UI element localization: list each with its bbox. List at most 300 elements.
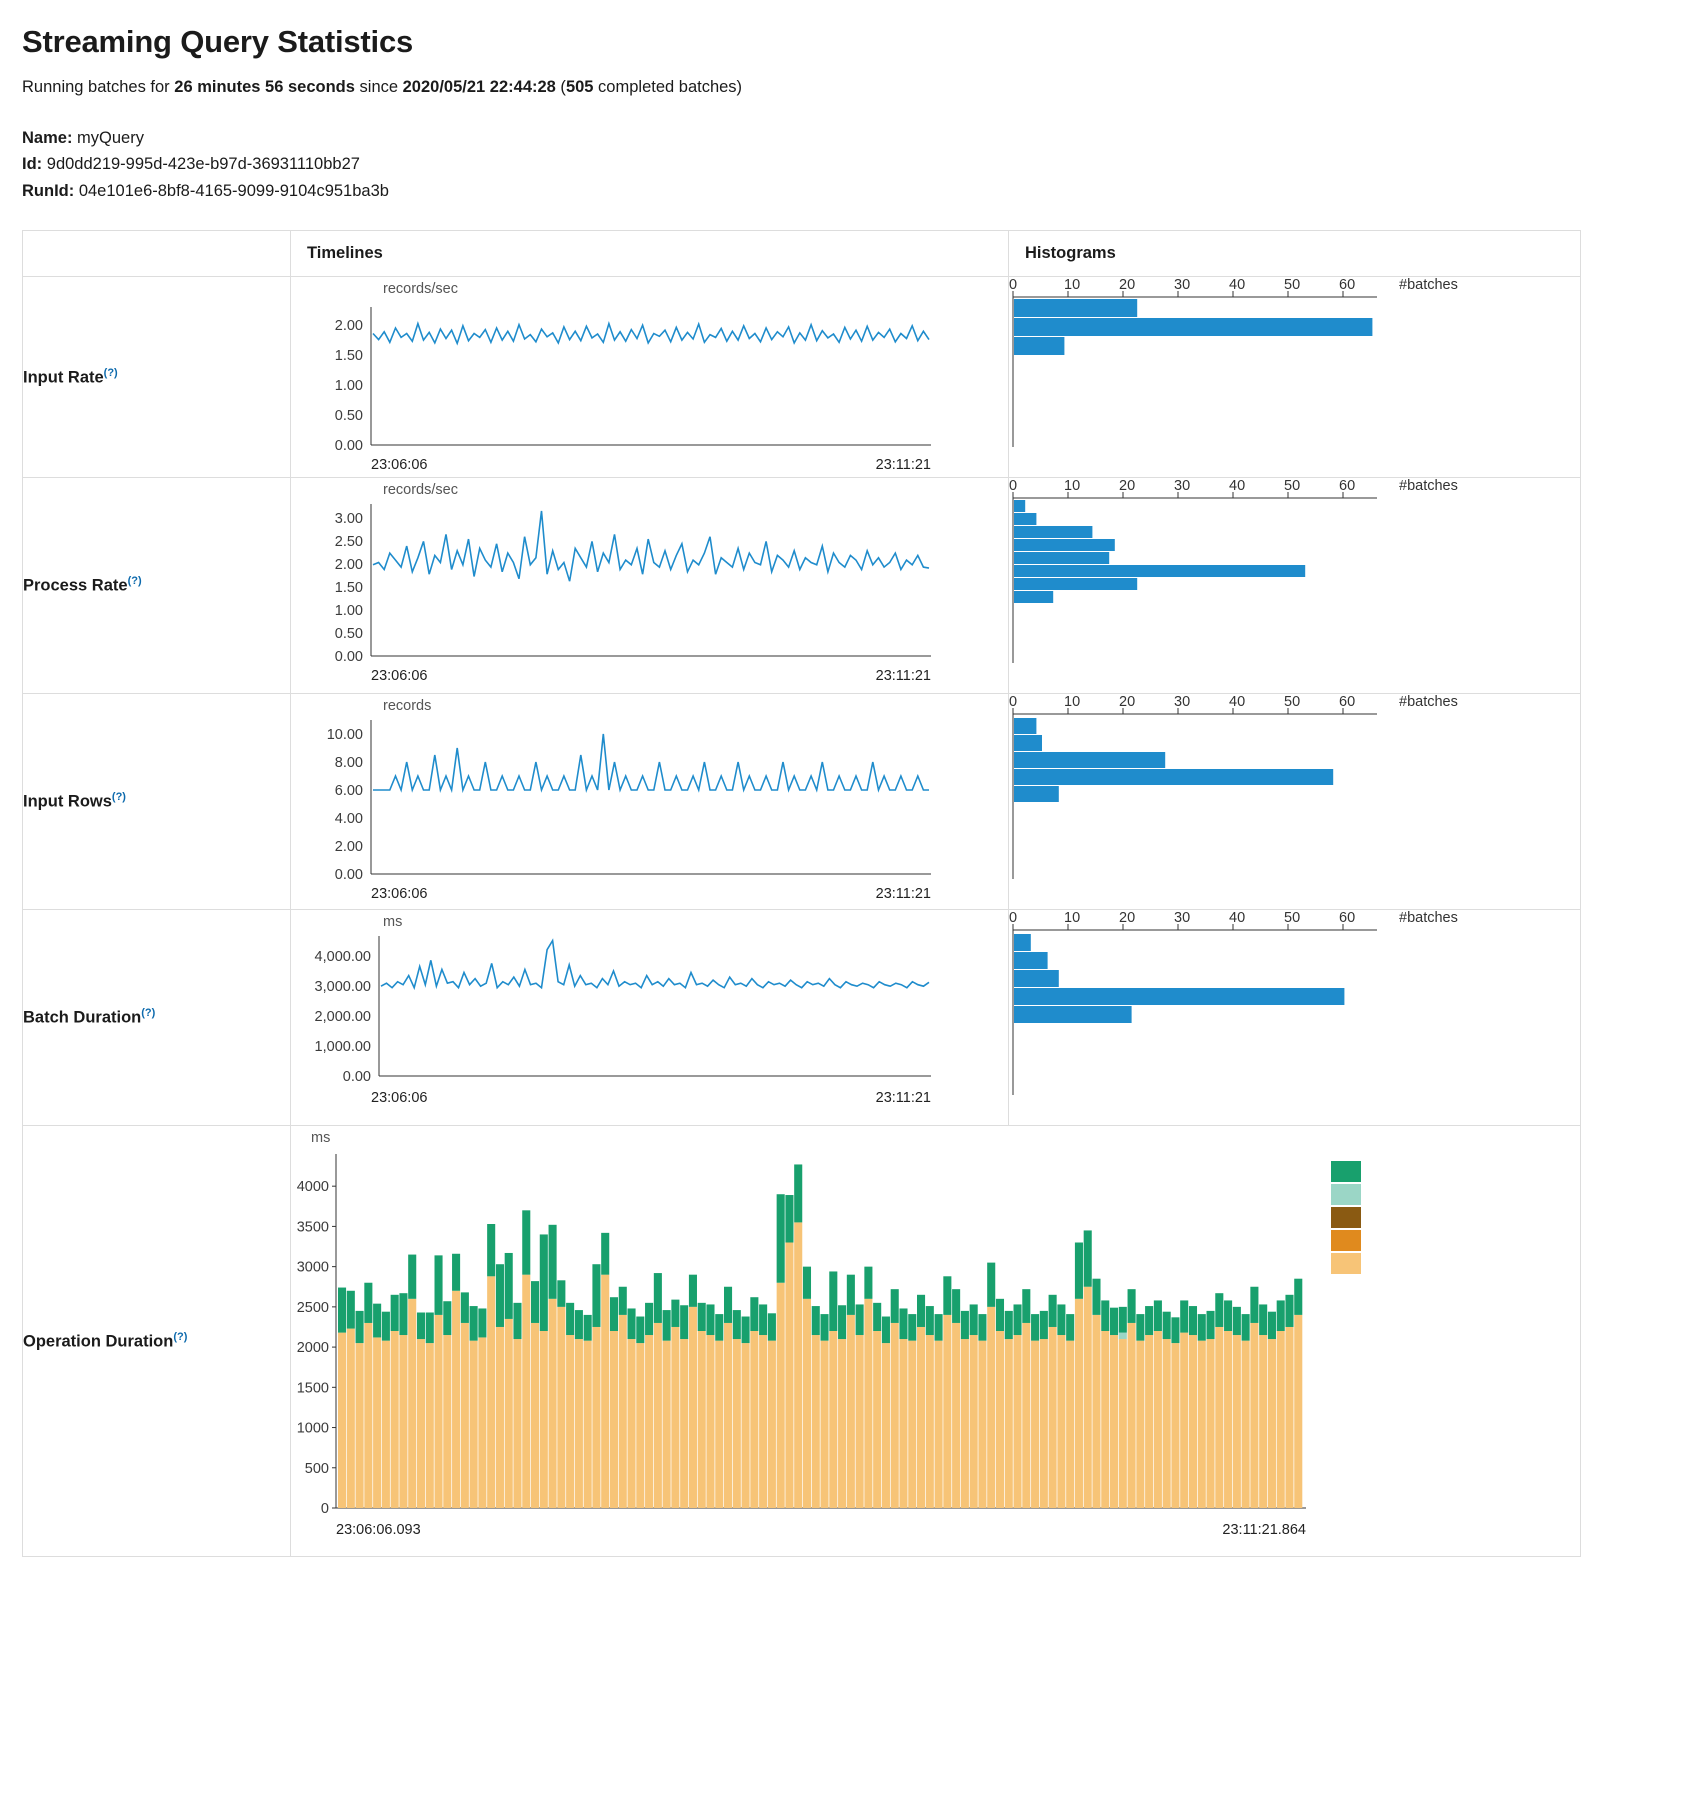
operation-duration-bar-segment bbox=[1259, 1335, 1267, 1508]
histogram-bar bbox=[1014, 952, 1048, 969]
row-label-operation-duration bbox=[23, 1126, 291, 1557]
operation-duration-bar-segment bbox=[777, 1194, 785, 1283]
operation-duration-y-ticks bbox=[297, 1179, 336, 1517]
operation-duration-bar-segment bbox=[785, 1195, 793, 1242]
statistics-table bbox=[22, 230, 1581, 1557]
operation-duration-bar-segment bbox=[435, 1256, 443, 1316]
batch-duration-timeline-chart bbox=[291, 910, 981, 1125]
operation-duration-bar-segment bbox=[557, 1307, 565, 1508]
operation-duration-bar-segment bbox=[987, 1263, 995, 1307]
histogram-bar bbox=[1014, 299, 1137, 317]
operation-duration-bar-segment bbox=[628, 1339, 636, 1508]
operation-duration-bar-segment bbox=[399, 1335, 407, 1508]
help-icon[interactable]: (?) bbox=[111, 791, 126, 804]
ytick: 0.00 bbox=[334, 867, 363, 884]
operation-duration-bar-segment bbox=[899, 1309, 907, 1340]
operation-duration-bar-segment bbox=[1233, 1307, 1241, 1335]
process-rate-timeline-chart bbox=[291, 478, 981, 693]
ytick: 1,000.00 bbox=[314, 1039, 371, 1056]
timeline-cell-input-rate bbox=[291, 277, 1009, 478]
operation-duration-bar-segment bbox=[619, 1315, 627, 1508]
histogram-cell-batch-duration bbox=[1009, 910, 1581, 1126]
operation-duration-bar-segment bbox=[356, 1311, 364, 1343]
operation-duration-bar-segment bbox=[1136, 1314, 1144, 1341]
batch-duration-histogram-chart bbox=[1009, 910, 1549, 1125]
ytick: 4000 bbox=[296, 1179, 329, 1196]
ytick: 10.00 bbox=[326, 727, 363, 744]
input-rows-hist-bars bbox=[1014, 718, 1333, 802]
operation-duration-bar-segment bbox=[443, 1335, 451, 1508]
query-name-label: Name: bbox=[22, 129, 73, 147]
operation-duration-bar-segment bbox=[1049, 1327, 1057, 1508]
ytick: 4.00 bbox=[334, 811, 363, 828]
ytick: 4,000.00 bbox=[314, 949, 371, 966]
operation-duration-bar-segment bbox=[417, 1339, 425, 1508]
operation-duration-bar-segment bbox=[601, 1275, 609, 1508]
operation-duration-bar-segment bbox=[426, 1313, 434, 1344]
operation-duration-bar-segment bbox=[373, 1338, 381, 1509]
xtick: 10 bbox=[1064, 277, 1081, 294]
operation-duration-bar-segment bbox=[812, 1335, 820, 1508]
histogram-bar bbox=[1014, 718, 1036, 734]
operation-duration-bar-segment bbox=[1075, 1299, 1083, 1508]
operation-duration-bar-segment bbox=[899, 1339, 907, 1508]
operation-duration-bar-segment bbox=[1198, 1314, 1206, 1341]
operation-duration-bar-segment bbox=[505, 1253, 513, 1319]
ytick: 2500 bbox=[296, 1300, 329, 1317]
operation-duration-bar-segment bbox=[636, 1317, 644, 1344]
operation-duration-bar-segment bbox=[478, 1309, 486, 1338]
operation-duration-bar-segment bbox=[803, 1299, 811, 1508]
operation-duration-bar-segment bbox=[987, 1307, 995, 1508]
operation-duration-bar-segment bbox=[706, 1335, 714, 1508]
operation-duration-bar-segment bbox=[970, 1335, 978, 1508]
row-label-input-rate bbox=[23, 277, 291, 478]
operation-duration-chart bbox=[291, 1126, 1541, 1556]
operation-duration-bar-segment bbox=[689, 1275, 697, 1307]
operation-duration-bar-segment bbox=[1215, 1327, 1223, 1508]
xtick: 40 bbox=[1229, 694, 1246, 711]
operation-duration-bar-segment bbox=[505, 1319, 513, 1508]
operation-duration-bar-segment bbox=[654, 1323, 662, 1508]
operation-duration-bar-segment bbox=[364, 1323, 372, 1508]
operation-duration-bar-segment bbox=[996, 1331, 1004, 1508]
histogram-cell-process-rate bbox=[1009, 478, 1581, 694]
operation-duration-bar-segment bbox=[540, 1235, 548, 1332]
histogram-cell-input-rows bbox=[1009, 694, 1581, 910]
operation-duration-bar-segment bbox=[856, 1335, 864, 1508]
xtick: 60 bbox=[1339, 910, 1356, 927]
operation-duration-bar-segment bbox=[522, 1275, 530, 1508]
histogram-bar bbox=[1014, 318, 1372, 336]
operation-duration-bar-segment bbox=[522, 1210, 530, 1274]
ytick: 8.00 bbox=[334, 755, 363, 772]
operation-duration-bar-segment bbox=[680, 1339, 688, 1508]
operation-duration-bar-segment bbox=[759, 1305, 767, 1336]
timeline-cell-process-rate bbox=[291, 478, 1009, 694]
xtick-start: 23:06:06 bbox=[371, 668, 428, 685]
operation-duration-bar-segment bbox=[619, 1287, 627, 1315]
input-rows-hist-axis bbox=[1009, 694, 1458, 879]
xtick-end: 23:11:21 bbox=[875, 1090, 931, 1107]
operation-duration-bar-segment bbox=[610, 1297, 618, 1331]
histogram-bar bbox=[1014, 578, 1137, 590]
operation-duration-bar-segment bbox=[566, 1335, 574, 1508]
operation-duration-bar-segment bbox=[1057, 1305, 1065, 1336]
operation-duration-bar-segment bbox=[443, 1301, 451, 1335]
ytick: 2.00 bbox=[334, 839, 363, 856]
header-timelines: Timelines bbox=[291, 231, 1009, 277]
operation-duration-bar-segment bbox=[636, 1343, 644, 1508]
operation-duration-bar-segment bbox=[671, 1300, 679, 1327]
xtick: 10 bbox=[1064, 478, 1081, 495]
operation-duration-bar-segment bbox=[1171, 1317, 1179, 1343]
operation-duration-bar-segment bbox=[873, 1331, 881, 1508]
operation-duration-bar-segment bbox=[399, 1293, 407, 1335]
operation-duration-bar-segment bbox=[601, 1233, 609, 1275]
operation-duration-bar-segment bbox=[1110, 1335, 1118, 1508]
xtick-end: 23:11:21.864 bbox=[1222, 1522, 1306, 1539]
operation-duration-bar-segment bbox=[1154, 1331, 1162, 1508]
operation-duration-bar-segment bbox=[1163, 1312, 1171, 1339]
operation-duration-bar-segment bbox=[478, 1338, 486, 1509]
legend-swatch[interactable] bbox=[1331, 1207, 1361, 1228]
legend-swatch[interactable] bbox=[1331, 1184, 1361, 1205]
operation-duration-bar-segment bbox=[794, 1223, 802, 1509]
operation-duration-bar-segment bbox=[338, 1333, 346, 1508]
operation-duration-bar-segment bbox=[1057, 1335, 1065, 1508]
ytick: 0.00 bbox=[342, 1069, 371, 1086]
xtick: 10 bbox=[1064, 694, 1081, 711]
xtick: 30 bbox=[1174, 478, 1191, 495]
xtick: 30 bbox=[1174, 910, 1191, 927]
ytick: 1.50 bbox=[334, 348, 363, 365]
operation-duration-bar-segment bbox=[1092, 1315, 1100, 1508]
operation-duration-bar-segment bbox=[917, 1327, 925, 1508]
input-rate-y-ticks bbox=[335, 318, 363, 454]
xtick: 30 bbox=[1174, 694, 1191, 711]
ytick: 1.50 bbox=[334, 580, 363, 597]
operation-duration-bar-segment bbox=[1022, 1323, 1030, 1508]
operation-duration-bar-segment bbox=[952, 1323, 960, 1508]
operation-duration-bar-segment bbox=[1189, 1306, 1197, 1335]
operation-duration-bar-segment bbox=[1242, 1314, 1250, 1341]
operation-duration-bar-segment bbox=[531, 1281, 539, 1323]
operation-duration-bar-segment bbox=[935, 1314, 943, 1341]
timeline-cell-input-rows bbox=[291, 694, 1009, 910]
xtick: 50 bbox=[1284, 910, 1301, 927]
operation-duration-bar-segment bbox=[1224, 1331, 1232, 1508]
operation-duration-bar-segment bbox=[461, 1323, 469, 1508]
ytick: 2.00 bbox=[334, 318, 363, 335]
operation-duration-bar-segment bbox=[821, 1314, 829, 1341]
operation-duration-bar-segment bbox=[549, 1225, 557, 1299]
operation-duration-bar-segment bbox=[821, 1341, 829, 1508]
input-rate-histogram-chart bbox=[1009, 277, 1549, 477]
xtick: 60 bbox=[1339, 694, 1356, 711]
subtitle-prefix: Running batches for bbox=[22, 78, 175, 96]
input-rows-timeline-chart bbox=[291, 694, 981, 909]
process-rate-unit-label: records/sec bbox=[383, 482, 458, 499]
operation-duration-bar-segment bbox=[724, 1287, 732, 1323]
operation-duration-bar-segment bbox=[513, 1303, 521, 1339]
operation-duration-bar-segment bbox=[1101, 1331, 1109, 1508]
xtick-start: 23:06:06 bbox=[371, 457, 428, 474]
query-id-row bbox=[22, 151, 1671, 177]
ytick: 0 bbox=[320, 1501, 329, 1518]
input-rows-unit-label: records bbox=[383, 698, 432, 715]
help-icon[interactable]: (?) bbox=[173, 1330, 188, 1343]
operation-duration-bar-segment bbox=[487, 1224, 495, 1276]
xtick: 0 bbox=[1009, 478, 1018, 495]
table-row-input-rows bbox=[23, 694, 1581, 910]
operation-duration-bar-segment bbox=[1171, 1343, 1179, 1508]
operation-duration-bar-segment bbox=[882, 1317, 890, 1344]
legend-swatch[interactable] bbox=[1331, 1230, 1361, 1251]
operation-duration-bar-segment bbox=[1163, 1339, 1171, 1508]
histogram-bar bbox=[1014, 513, 1036, 525]
row-label-text: Operation Duration bbox=[23, 1332, 174, 1351]
operation-duration-bar-segment bbox=[1128, 1289, 1136, 1323]
operation-duration-bar-segment bbox=[715, 1341, 723, 1508]
operation-duration-bar-segment bbox=[882, 1343, 890, 1508]
operation-duration-bar-segment bbox=[575, 1339, 583, 1508]
operation-duration-bar-segment bbox=[733, 1339, 741, 1508]
operation-duration-bar-segment bbox=[698, 1331, 706, 1508]
operation-duration-bar-segment bbox=[461, 1293, 469, 1324]
operation-duration-bar-segment bbox=[1207, 1311, 1215, 1339]
process-rate-y-ticks bbox=[335, 511, 363, 665]
operation-duration-bar-segment bbox=[768, 1341, 776, 1508]
xtick: 10 bbox=[1064, 910, 1081, 927]
operation-duration-bar-segment bbox=[610, 1331, 618, 1508]
operation-duration-bar-segment bbox=[628, 1309, 636, 1340]
help-icon[interactable]: (?) bbox=[141, 1007, 156, 1020]
operation-duration-bar-segment bbox=[1242, 1341, 1250, 1508]
operation-duration-bar-segment bbox=[908, 1341, 916, 1508]
ytick: 2,000.00 bbox=[314, 1009, 371, 1026]
operation-duration-bar-segment bbox=[347, 1291, 355, 1329]
operation-duration-bar-segment bbox=[847, 1315, 855, 1508]
operation-duration-bar-segment bbox=[829, 1331, 837, 1508]
operation-duration-bar-segment bbox=[856, 1305, 864, 1336]
query-name-value: myQuery bbox=[77, 129, 144, 147]
operation-duration-bar-segment bbox=[698, 1303, 706, 1331]
ytick: 500 bbox=[304, 1460, 329, 1477]
batch-duration-y-ticks bbox=[315, 949, 371, 1085]
operation-duration-bar-segment bbox=[356, 1343, 364, 1508]
operation-duration-bar-segment bbox=[549, 1299, 557, 1508]
operation-duration-bar-segment bbox=[1277, 1301, 1285, 1332]
xtick: 50 bbox=[1284, 277, 1301, 294]
operation-duration-bar-segment bbox=[496, 1264, 504, 1327]
histogram-bar bbox=[1014, 552, 1109, 564]
xtick: 20 bbox=[1119, 694, 1136, 711]
operation-duration-bar-segment bbox=[926, 1335, 934, 1508]
table-header-row bbox=[23, 231, 1581, 277]
ytick: 0.00 bbox=[334, 649, 363, 666]
operation-duration-bar-segment bbox=[575, 1310, 583, 1339]
operation-duration-bar-segment bbox=[777, 1283, 785, 1508]
xtick: 0 bbox=[1009, 694, 1018, 711]
operation-duration-bar-segment bbox=[891, 1289, 899, 1323]
input-rate-timeline-chart bbox=[291, 277, 981, 477]
ytick: 6.00 bbox=[334, 783, 363, 800]
operation-duration-bar-segment bbox=[470, 1341, 478, 1508]
xtick: 40 bbox=[1229, 277, 1246, 294]
ytick: 1500 bbox=[296, 1380, 329, 1397]
operation-duration-bar-segment bbox=[417, 1313, 425, 1340]
operation-duration-bar-segment bbox=[733, 1310, 741, 1339]
ytick: 1.00 bbox=[334, 603, 363, 620]
operation-duration-bar-segment bbox=[1294, 1315, 1302, 1508]
xtick: 50 bbox=[1284, 478, 1301, 495]
row-label-text: Batch Duration bbox=[23, 1008, 142, 1027]
operation-duration-bar-segment bbox=[917, 1295, 925, 1327]
xtick-start: 23:06:06 bbox=[371, 1090, 428, 1107]
operation-duration-bar-segment bbox=[935, 1341, 943, 1508]
histogram-bar bbox=[1014, 769, 1333, 785]
table-row-batch-duration bbox=[23, 910, 1581, 1126]
operation-duration-bar-segment bbox=[557, 1280, 565, 1307]
operation-duration-bar-segment bbox=[864, 1299, 872, 1508]
operation-duration-bar-segment bbox=[592, 1327, 600, 1508]
row-label-text: Input Rows bbox=[23, 792, 112, 811]
hist-xlabel: #batches bbox=[1399, 478, 1458, 495]
histogram-bar bbox=[1014, 500, 1025, 512]
input-rows-y-ticks bbox=[327, 727, 363, 883]
operation-duration-bar-segment bbox=[435, 1315, 443, 1508]
histogram-bar bbox=[1014, 934, 1031, 951]
operation-duration-bar-segment bbox=[531, 1323, 539, 1508]
operation-duration-bar-segment bbox=[391, 1295, 399, 1331]
operation-duration-bar-segment bbox=[566, 1303, 574, 1335]
histogram-bar bbox=[1014, 539, 1115, 551]
xtick: 20 bbox=[1119, 478, 1136, 495]
operation-duration-bar-segment bbox=[1154, 1301, 1162, 1332]
operation-duration-bar-segment bbox=[584, 1315, 592, 1341]
hist-xlabel: #batches bbox=[1399, 694, 1458, 711]
operation-duration-bar-segment bbox=[943, 1276, 951, 1315]
table-row-operation-duration bbox=[23, 1126, 1581, 1557]
operation-duration-bar-segment bbox=[663, 1341, 671, 1508]
xtick-start: 23:06:06 bbox=[371, 886, 428, 903]
operation-duration-bar-segment bbox=[961, 1339, 969, 1508]
running-batches-subtitle bbox=[22, 78, 1671, 97]
header-histograms: Histograms bbox=[1009, 231, 1581, 277]
ytick: 3.00 bbox=[334, 511, 363, 528]
operation-duration-bar-segment bbox=[1119, 1333, 1127, 1339]
operation-duration-bar-segment bbox=[1119, 1339, 1127, 1508]
operation-duration-bar-segment bbox=[873, 1303, 881, 1331]
batch-duration-unit-label: ms bbox=[383, 914, 403, 931]
operation-duration-bar-segment bbox=[706, 1305, 714, 1336]
subtitle-since: 2020/05/21 22:44:28 bbox=[402, 78, 556, 96]
table-row-process-rate bbox=[23, 478, 1581, 694]
operation-duration-bar-segment bbox=[1014, 1305, 1022, 1336]
operation-duration-bar-segment bbox=[1031, 1341, 1039, 1508]
input-rows-histogram-chart bbox=[1009, 694, 1549, 909]
xtick: 0 bbox=[1009, 277, 1018, 294]
subtitle-duration: 26 minutes 56 seconds bbox=[174, 78, 355, 96]
operation-duration-bar-segment bbox=[1075, 1243, 1083, 1299]
hist-xlabel: #batches bbox=[1399, 910, 1458, 927]
hist-xlabel: #batches bbox=[1399, 277, 1458, 294]
operation-duration-bar-segment bbox=[803, 1267, 811, 1299]
histogram-bar bbox=[1014, 1006, 1132, 1023]
operation-duration-bar-segment bbox=[592, 1264, 600, 1327]
xtick-end: 23:11:21 bbox=[875, 457, 931, 474]
operation-duration-bar-segment bbox=[1215, 1293, 1223, 1327]
operation-duration-bar-segment bbox=[496, 1327, 504, 1508]
xtick: 50 bbox=[1284, 694, 1301, 711]
row-label-process-rate bbox=[23, 478, 291, 694]
operation-duration-bar-segment bbox=[1268, 1312, 1276, 1339]
row-label-text: Process Rate bbox=[23, 576, 128, 595]
operation-duration-bar-segment bbox=[584, 1341, 592, 1508]
operation-duration-bar-segment bbox=[1233, 1335, 1241, 1508]
operation-duration-bar-segment bbox=[891, 1323, 899, 1508]
legend-swatch[interactable] bbox=[1331, 1161, 1361, 1182]
help-icon[interactable]: (?) bbox=[127, 575, 142, 588]
operation-duration-bar-segment bbox=[382, 1312, 390, 1341]
row-label-input-rows bbox=[23, 694, 291, 910]
operation-duration-bar-segment bbox=[1277, 1331, 1285, 1508]
operation-duration-bar-segment bbox=[961, 1311, 969, 1339]
query-runid-row bbox=[22, 178, 1671, 204]
operation-duration-bar-segment bbox=[978, 1341, 986, 1508]
batch-duration-hist-bars bbox=[1014, 934, 1344, 1023]
operation-duration-bar-segment bbox=[1180, 1333, 1188, 1508]
operation-duration-bar-segment bbox=[452, 1254, 460, 1291]
ytick: 1.00 bbox=[334, 378, 363, 395]
operation-duration-bar-segment bbox=[470, 1306, 478, 1341]
xtick-end: 23:11:21 bbox=[875, 668, 931, 685]
xtick-start: 23:06:06.093 bbox=[336, 1522, 421, 1539]
operation-duration-bar-segment bbox=[1110, 1308, 1118, 1335]
operation-duration-bar-segment bbox=[654, 1273, 662, 1323]
operation-duration-bar-segment bbox=[1084, 1231, 1092, 1287]
xtick: 60 bbox=[1339, 277, 1356, 294]
operation-duration-bar-segment bbox=[645, 1303, 653, 1335]
operation-duration-bar-segment bbox=[970, 1305, 978, 1336]
operation-duration-bar-segment bbox=[452, 1291, 460, 1508]
operation-duration-bar-segment bbox=[838, 1339, 846, 1508]
operation-duration-bar-segment bbox=[1145, 1335, 1153, 1508]
operation-duration-bar-segment bbox=[1180, 1301, 1188, 1333]
operation-duration-bar-segment bbox=[742, 1317, 750, 1344]
operation-duration-bar-segment bbox=[978, 1314, 986, 1341]
operation-duration-bar-segment bbox=[943, 1315, 951, 1508]
subtitle-batch-count: 505 bbox=[565, 78, 594, 96]
process-rate-histogram-chart bbox=[1009, 478, 1549, 693]
xtick: 40 bbox=[1229, 910, 1246, 927]
xtick: 40 bbox=[1229, 478, 1246, 495]
histogram-bar bbox=[1014, 752, 1165, 768]
ytick: 0.00 bbox=[334, 438, 363, 455]
legend-swatch[interactable] bbox=[1331, 1253, 1361, 1274]
help-icon[interactable]: (?) bbox=[103, 366, 118, 379]
histogram-bar bbox=[1014, 988, 1344, 1005]
ytick: 2.50 bbox=[334, 534, 363, 551]
operation-duration-bar-segment bbox=[829, 1272, 837, 1332]
operation-duration-bar-segment bbox=[364, 1283, 372, 1323]
xtick: 20 bbox=[1119, 277, 1136, 294]
operation-duration-bar-segment bbox=[1259, 1305, 1267, 1336]
operation-duration-bars bbox=[338, 1165, 1302, 1509]
operation-duration-bar-segment bbox=[513, 1339, 521, 1508]
operation-duration-bar-segment bbox=[1198, 1341, 1206, 1508]
